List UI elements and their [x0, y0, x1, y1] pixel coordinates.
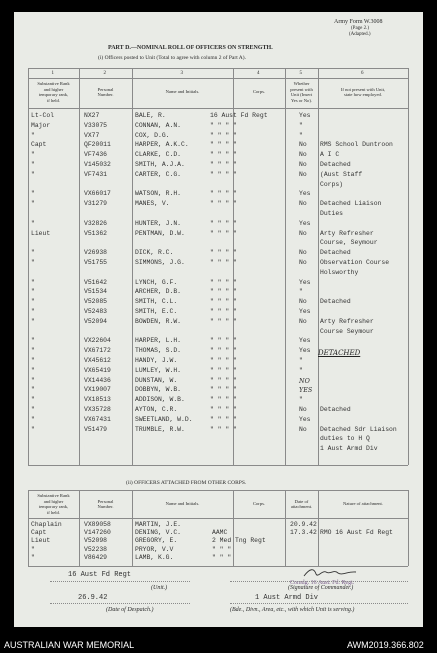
cell-corps: " " " "	[210, 121, 237, 129]
column-header: temporary rank,	[38, 504, 69, 509]
column-header: Number.	[97, 504, 114, 509]
formation-value: 1 Aust Armd Div	[255, 594, 319, 602]
cell-rank: "	[31, 406, 35, 413]
column-header: Name and Initials.	[165, 501, 200, 507]
cell-employment: Holsworthy	[320, 268, 359, 276]
cell-personal-number: V52085	[84, 298, 108, 306]
cell-name: SMITH, E.C.	[135, 308, 178, 315]
despatch-date-label: (Date of Despatch.)	[106, 607, 154, 613]
cell-rank: "	[31, 131, 35, 139]
column-header: state how employed.	[344, 92, 382, 97]
cell-personal-number: V52098	[84, 537, 108, 545]
cell-rank: Capt	[31, 529, 47, 537]
cell-present: No	[299, 298, 307, 306]
cell-present: Yes	[299, 347, 311, 355]
cell-name: DENING, V.C.	[135, 529, 182, 537]
cell-corps: " " " "	[210, 357, 237, 364]
column-number: 2	[103, 71, 106, 76]
cell-name: PENTMAN, D.W.	[135, 229, 185, 237]
cell-name: AYTON, C.R.	[135, 406, 178, 413]
column-header: Corps.	[252, 501, 266, 507]
cell-personal-number: VF7436	[84, 151, 108, 159]
cell-personal-number: VX22604	[84, 337, 111, 345]
column-header: Substantive Rank	[37, 493, 70, 498]
cell-present: No	[299, 425, 307, 433]
cell-corps: " " " "	[210, 131, 237, 139]
cell-name: CONNAN, A.N.	[135, 121, 182, 129]
cell-attachment-nature: RMO 16 Aust Fd Regt	[320, 529, 393, 537]
cell-present: No	[299, 200, 307, 208]
army-form-label: Army Form W.3008	[334, 19, 383, 25]
column-number: 3	[180, 71, 183, 76]
footer-accession: AWM2019.366.802	[347, 640, 424, 650]
column-header: Nature of attachment.	[343, 501, 383, 507]
cell-personal-number: VX19007	[84, 386, 111, 394]
cell-corps: " " " "	[210, 396, 237, 404]
cell-rank: Capt	[31, 141, 47, 149]
cell-corps: " " " "	[210, 278, 237, 286]
cell-personal-number: QF20011	[84, 141, 111, 149]
cell-attachment-date: 17.3.42	[290, 529, 317, 537]
cell-name: PRYOR, V.V	[135, 545, 174, 553]
handwritten-detached-note: DETACHED	[318, 349, 361, 357]
cell-name: HARPER, L.H.	[135, 337, 182, 345]
cell-present: No	[299, 249, 307, 257]
cell-present: Yes	[299, 190, 311, 198]
unit-label: (Unit.)	[151, 585, 168, 591]
cell-personal-number: VX45612	[84, 357, 111, 364]
cell-personal-number: V52483	[84, 308, 108, 315]
cell-employment: Arty Refresher	[320, 317, 374, 325]
cell-personal-number: VX35728	[84, 406, 111, 413]
cell-personal-number: VX14436	[84, 376, 111, 384]
cell-name: SMITH, A.J.A.	[135, 161, 185, 168]
cell-personal-number: V51642	[84, 278, 108, 286]
cell-corps: " " " "	[210, 259, 237, 266]
cell-present: No	[299, 161, 307, 168]
cell-present: No	[299, 170, 307, 178]
cell-corps: " " " "	[210, 161, 237, 168]
cell-rank: "	[31, 219, 35, 227]
cell-personal-number: V86429	[84, 553, 108, 561]
cell-name: HUNTER, J.N.	[135, 219, 182, 227]
cell-personal-number: V52238	[84, 545, 108, 553]
cell-name: HARPER, A.K.C.	[135, 141, 189, 149]
cell-corps: " " " "	[210, 170, 237, 178]
column-header: Unit (Insert	[290, 92, 313, 97]
cell-rank: Chaplain	[31, 521, 62, 528]
cell-employment: Course Seymour	[320, 327, 374, 335]
cell-name: CLARKE, C.D.	[135, 151, 182, 159]
cell-corps: " " " "	[210, 229, 237, 237]
cell-corps: " " " "	[210, 200, 237, 208]
cell-rank: "	[31, 259, 35, 266]
cell-present: No	[299, 259, 307, 266]
cell-rank: "	[31, 425, 35, 433]
cell-name: MANES, V.	[135, 200, 170, 208]
cell-employment: Detached	[320, 298, 351, 306]
cell-rank: "	[31, 151, 35, 159]
cell-personal-number: VF7431	[84, 170, 108, 178]
cell-personal-number: V147260	[84, 529, 111, 537]
cell-rank: "	[31, 386, 35, 394]
cell-employment: Detached	[320, 161, 351, 168]
cell-rank: Lieut	[31, 537, 51, 545]
cell-corps: " " " "	[210, 425, 237, 433]
cell-present: "	[299, 366, 303, 374]
cell-present: Yes	[299, 278, 311, 286]
cell-name: GREGORY, E.	[135, 537, 178, 545]
cell-rank: "	[31, 337, 35, 345]
cell-corps: " " "	[212, 553, 232, 561]
formation-label: (Bde., Divn., Area, etc., with which Unit is serving.)	[230, 607, 355, 613]
cell-name: SMITH, C.L.	[135, 298, 178, 306]
cell-present: "	[299, 288, 303, 296]
cell-name: BOWDEN, R.W.	[135, 317, 182, 325]
cell-present: Yes	[299, 308, 311, 315]
cell-rank: "	[31, 553, 35, 561]
cell-present: "	[299, 396, 303, 404]
cell-corps: " " " "	[210, 298, 237, 306]
column-header: Personal	[97, 498, 114, 504]
cell-name: DOBBYN, W.B.	[135, 386, 182, 394]
unit-value: 16 Aust Fd Regt	[68, 571, 132, 579]
cell-corps: 16 Aust Fd Regt	[210, 112, 268, 119]
cell-employment: Corps)	[320, 180, 344, 188]
cell-present: No	[299, 229, 307, 237]
column-number: 1	[51, 71, 54, 76]
cell-corps: " " " "	[210, 141, 237, 149]
cell-present: No	[299, 151, 307, 159]
cell-personal-number: VX77	[84, 131, 100, 139]
column-header: and higher	[43, 498, 64, 504]
cell-corps: " " " "	[210, 347, 237, 355]
column-header: Personal	[97, 86, 114, 92]
cell-rank: "	[31, 298, 35, 306]
cell-name: ARCHER, D.B.	[135, 288, 182, 296]
cell-personal-number: V52094	[84, 317, 108, 325]
cell-present: "	[299, 357, 303, 364]
cell-present: Yes	[299, 219, 311, 227]
cell-employment: Detached	[320, 249, 351, 257]
cell-rank: "	[31, 366, 35, 374]
cell-corps: " " "	[212, 545, 232, 553]
cell-name: CARTER, C.G.	[135, 170, 182, 178]
cell-rank: Lieut	[31, 229, 51, 237]
cell-employment: Detached Sdr Liaison	[320, 425, 397, 433]
section-i-title: (i) Officers posted to Unit (Total to agree with column 2 of Part A).	[98, 55, 246, 61]
cell-corps: " " " "	[210, 151, 237, 159]
cell-personal-number: V51362	[84, 229, 108, 237]
footer-source: AUSTRALIAN WAR MEMORIAL	[4, 640, 135, 650]
cell-rank: "	[31, 249, 35, 257]
cell-rank: "	[31, 278, 35, 286]
column-header: Whether	[293, 81, 310, 86]
cell-personal-number: VX65419	[84, 366, 111, 374]
commander-signature	[300, 566, 360, 580]
cell-name: COX, D.G.	[135, 131, 170, 139]
cell-employment: 1 Aust Armd Div	[320, 445, 378, 453]
column-header: Yes or No).	[290, 97, 313, 103]
column-header: if held.	[46, 509, 60, 515]
cell-name: MARTIN, J.E.	[135, 521, 182, 528]
cell-name: HANDY, J.W.	[135, 357, 178, 364]
cell-present: Yes	[299, 337, 311, 345]
cell-name: SIMMONS, J.G.	[135, 259, 185, 266]
column-header: Name and Initials.	[165, 89, 200, 95]
column-header: attachment.	[290, 504, 313, 509]
commander-stamp: Comdg. 16 Aust. Fd. Regt.	[290, 580, 355, 586]
archive-footer	[0, 637, 437, 653]
cell-name: BALE, R.	[135, 112, 166, 119]
cell-rank: "	[31, 347, 35, 355]
cell-name: LYNCH, G.F.	[135, 278, 178, 286]
cell-corps: " " " "	[210, 249, 237, 257]
cell-corps: " " " "	[210, 317, 237, 325]
cell-corps: " " " "	[210, 376, 237, 384]
section-ii-title: (ii) OFFICERS ATTACHED FROM OTHER CORPS.	[126, 480, 247, 486]
cell-employment: Duties	[320, 210, 344, 217]
cell-employment: Detached	[320, 406, 351, 413]
cell-corps: " " " "	[210, 386, 237, 394]
cell-rank: Major	[31, 121, 51, 129]
cell-present: No	[299, 141, 307, 149]
cell-corps: " " " "	[210, 406, 237, 413]
cell-present: NO	[299, 376, 310, 385]
cell-rank: "	[31, 415, 35, 423]
column-header: if held.	[46, 97, 60, 103]
cell-personal-number: NX27	[84, 112, 100, 119]
cell-personal-number: V33075	[84, 121, 108, 129]
cell-personal-number: V26938	[84, 249, 108, 257]
cell-corps: " " " "	[210, 219, 237, 227]
signature-label: (Signature of Commander.)	[288, 585, 354, 591]
cell-rank: "	[31, 161, 35, 168]
cell-employment: duties to H Q	[320, 435, 370, 443]
cell-corps: 2 Med Tng Regt	[212, 537, 266, 545]
despatch-date-value: 26.9.42	[78, 594, 108, 602]
cell-rank: "	[31, 288, 35, 296]
cell-name: TRUMBLE, R.W.	[135, 425, 185, 433]
cell-rank: "	[31, 376, 35, 384]
cell-rank: "	[31, 308, 35, 315]
column-number: 6	[361, 71, 364, 76]
part-title: PART D.—NOMINAL ROLL OF OFFICERS ON STRENGTH.	[108, 45, 273, 51]
cell-name: DICK, R.C.	[135, 249, 174, 257]
cell-corps: " " " "	[210, 366, 237, 374]
page-number-label: (Page 2.)	[351, 26, 370, 31]
cell-corps: " " " "	[210, 308, 237, 315]
cell-personal-number: VX67172	[84, 347, 111, 355]
cell-rank: "	[31, 545, 35, 553]
column-header: Number.	[97, 92, 114, 97]
cell-present: YES	[299, 386, 313, 395]
cell-name: WATSON, R.H.	[135, 190, 182, 198]
cell-personal-number: V51534	[84, 288, 108, 296]
cell-personal-number: V51755	[84, 259, 108, 266]
cell-present: Yes	[299, 415, 311, 423]
cell-corps: " " " "	[210, 415, 237, 423]
column-number: 4	[257, 71, 260, 76]
column-header: and higher	[43, 86, 64, 92]
cell-employment: Observation Course	[320, 259, 390, 266]
cell-personal-number: V31279	[84, 200, 108, 208]
cell-present: "	[299, 131, 303, 139]
column-header: Date of	[294, 498, 309, 504]
column-header: If not present with Unit,	[340, 86, 386, 92]
cell-personal-number: V145032	[84, 161, 111, 168]
cell-present: "	[299, 121, 303, 129]
cell-personal-number: VX67431	[84, 415, 111, 423]
cell-rank: Lt-Col	[31, 112, 55, 119]
cell-corps: " " " "	[210, 190, 237, 198]
column-number: 5	[299, 71, 302, 76]
cell-name: SWEETLAND, W.D.	[135, 415, 193, 423]
cell-personal-number: V51479	[84, 425, 108, 433]
cell-rank: "	[31, 357, 35, 364]
cell-personal-number: VX89058	[84, 521, 111, 528]
cell-employment: Course, Seymour	[320, 239, 378, 247]
cell-attachment-date: 20.9.42	[290, 521, 317, 528]
cell-personal-number: VX18513	[84, 396, 111, 404]
cell-personal-number: VX66017	[84, 190, 111, 198]
cell-employment: (Aust Staff	[320, 170, 363, 178]
cell-name: LUMLEY, W.H.	[135, 366, 182, 374]
cell-rank: "	[31, 200, 35, 208]
cell-corps: AAMC	[212, 529, 228, 537]
cell-name: LAMB, K.G.	[135, 553, 174, 561]
column-header: Substantive Rank	[37, 81, 70, 86]
cell-corps: " " " "	[210, 288, 237, 296]
cell-name: THOMAS, S.D.	[135, 347, 182, 355]
column-header: present with	[290, 86, 313, 92]
cell-rank: "	[31, 317, 35, 325]
cell-present: No	[299, 317, 307, 325]
cell-rank: "	[31, 190, 35, 198]
cell-present: Yes	[299, 112, 311, 119]
cell-name: ADDISON, W.B.	[135, 396, 185, 404]
cell-personal-number: V32826	[84, 219, 108, 227]
cell-name: DUNSTAN, W.	[135, 376, 178, 384]
cell-employment: Detached Liaison	[320, 200, 382, 208]
cell-corps: " " " "	[210, 337, 237, 345]
cell-employment: RMS School Duntroon	[320, 141, 393, 149]
cell-employment: A I C	[320, 151, 340, 159]
cell-employment: Arty Refresher	[320, 229, 374, 237]
column-header: temporary rank,	[38, 92, 69, 97]
column-header: Corps.	[252, 89, 266, 95]
cell-rank: "	[31, 396, 35, 404]
cell-rank: "	[31, 170, 35, 178]
cell-present: No	[299, 406, 307, 413]
adapted-label: (Adapted.)	[349, 32, 371, 37]
